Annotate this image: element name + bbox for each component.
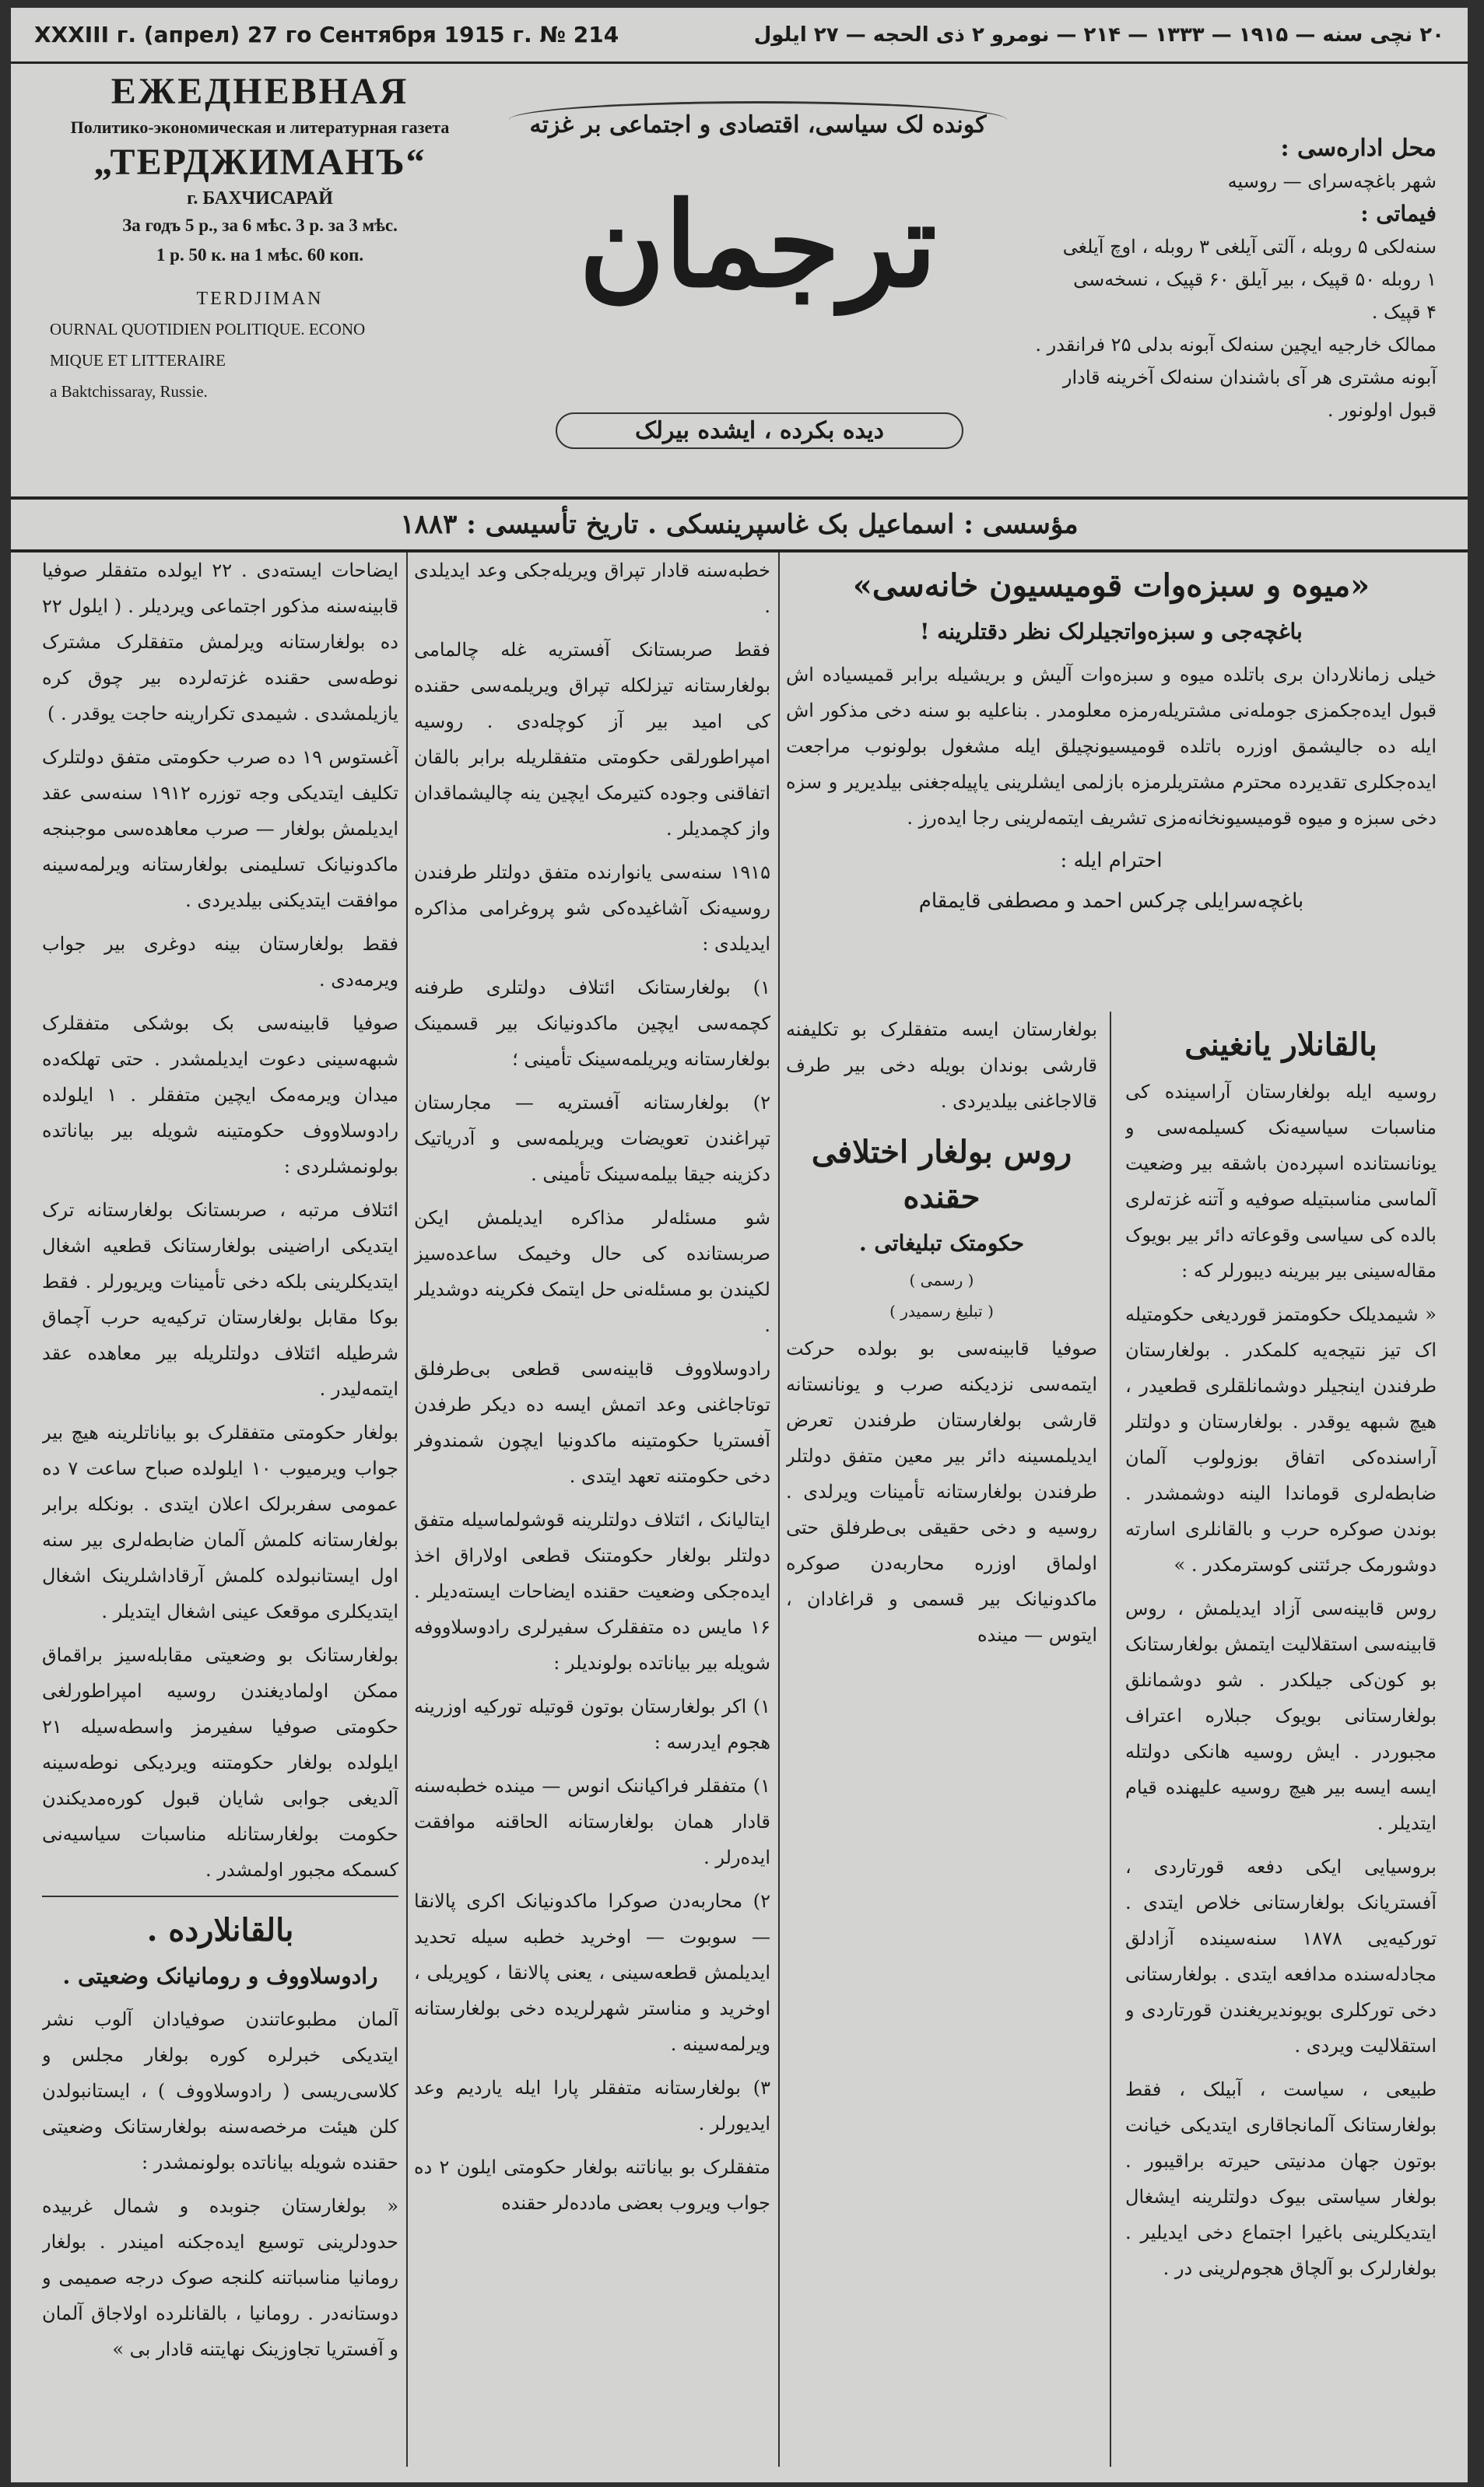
article-paragraph: ۱) متفقلر فراکیاننک انوس — مینده خطبه‌سنه قادار همان بولغارستانه الحاقنه موافقت ایده‌رلر . [414, 1775, 770, 1868]
article-paragraph: ۱) اکر بولغارستان بوتون قوتیله تورکیه اوزرینه هجوم ایدرسه : [414, 1696, 770, 1753]
article-paragraph: بولغارستان ایسه متفقلرک بو تکلیفنه قارشی بوندان بویله دخی بیر طرف قالاجاغنی بیلدیردی . [786, 1019, 1097, 1112]
masthead [11, 70, 1468, 490]
article-paragraph: صوفیا قابینه‌سی بو بولده حرکت ایتمه‌سی نزدیکنه صرب و یونانستانه قارشی بولغارستان طرفندن تعرض ایدیلمسینه دائر بیر معین متفق دولتلر طرفندن بولغارستانه تأمینات ویرلدی . روسیه و دخی حقیقی بی‌طرفلق حتی اولماق اوزره محاربه‌دن صوکره ماکدونیانک بیر قسمی و قراغادان ، ایتوس — مینده [786, 1338, 1097, 1646]
article-paragraph: ائتلاف مرتبه ، صربستانک بولغارستانه ترک ایتدیکی اراضینی بولغارستانک قطعیه اشغال ایتدیکلرینی بلکه دخی تأمینات ویریورلر . فقط بوکا مقابل بولغارستان ترکیه‌یه حرب آچماق شرطیله ائتلاف دولتلریله بیر معاهده عقد ایتمه‌لیدر . [42, 1199, 398, 1400]
official-label: ( رسمی ) [909, 1271, 974, 1289]
ad-sign-2: باغچه‌سرایلی چرکس احمد و مصطفی قایمقام [918, 889, 1304, 913]
price-line-2: ۱ روبله ۵۰ قپیک ، بیر آیلق ۶۰ قپیک ، نسخه‌سی [1073, 268, 1437, 290]
masthead-emblem [509, 86, 1007, 459]
column-right-a [1125, 1012, 1437, 2467]
russian-bulgarian-headline: روس بولغار اختلافی حقنده [811, 1134, 1072, 1215]
article-paragraph: فقط بولغارستان بینه دوغری بیر جواب ویرمه‌دی . [42, 933, 398, 991]
article-paragraph: آلمان مطبوعاتندن صوفیادان آلوب نشر ایتدیکی خبرلره کوره بولغار مجلس و کلاسی‌ریسی ( رادوسلاووف ) ، ایستانبولدن کلن هیئت مرخصه‌سنه بولغارستانک وضعیتی حقنده شویله بیاناتده بولونمشدر : [42, 2008, 398, 2173]
french-subtitle-3: a Baktchissaray, Russie. [50, 382, 208, 401]
russian-paper-name: „ТЕРДЖИМАНЪ“ [93, 142, 426, 183]
advertisement-block [786, 552, 1437, 996]
article-paragraph: « بولغارستان جنوبده و شمال غربیده حدودلرینی توسیع ایده‌جکنه امیندر . بولغار رومانیا مناسباتنه کلنجه صوک درجه صمیمی و دوستانه‌در . رومانیا ، بالقانلرده اولاجاق آلمان و آفستریا تجاوزینک نهایتنه قادار بی » [42, 2195, 398, 2360]
article-paragraph: ۱) بولغارستانک ائتلاف دولتلری طرفنه کچمه‌سی ایچین ماکدونیانک بیر قسمینک بولغارستانه ویریلمه‌سینک تأمینی ؛ [414, 977, 770, 1070]
article-paragraph: « شیمدیلک حکومتمز قوردیغی حکومتیله اک تیز نتیجه‌یه کلمکدر . بولغارستان طرفندن اینجیلر دوشمانلقلری قطعیدر ، هیچ شبهه یوقدر . بولغارستان و دولتلر آراسنده‌کی اتفاق بوزولوب آلمان ضابطه‌لری قوماندا الینه دوشمشدر . بوندن صوکره حرب و بالقانلری اسارته دوشورمک جرئتنی کوسترمکدر . » [1125, 1303, 1437, 1576]
ad-headline: «میوه و سبزه‌وات قومیسیون خانه‌سی» [852, 567, 1370, 604]
article-paragraph: صوفیا قابینه‌سی بک بوشکی متفقلرک شبهه‌سینی دعوت ایدیلمشدر . حتی تهلکه‌ده میدان ویرمه‌مک ایچین متفقلر . ۱ ایلولده رادوسلاووف حکومتینه شویله بیر بیاناتده بولونمشلردی : [42, 1012, 398, 1177]
founder-line: مؤسسی : اسماعیل بک غاسپرینسکی . تاریخ تأسیسی : ۱۸۸۳ [11, 496, 1468, 552]
article-paragraph: روس قابینه‌سی آزاد ایدیلمش ، روس قابینه‌سی استقلالیت ایتمش بولغارستانک بو کون‌کی جیلکدر . شو دوشمانلق بولغارستانی بویوک جبلاره اعتراف مجبوردر . ایش روسیه هانکی دولتله ایسه ایسه بیر هیچ روسیه علیهنده قیام ایتدیلر . [1125, 1598, 1437, 1834]
balkans-fire-headline: بالقانلار یانغینی [1184, 1026, 1377, 1063]
office-label: محل اداره‌سی : [1280, 135, 1437, 162]
emblem-arc-text: کونده لک سیاسی، اقتصادی و اجتماعی بر غزته [509, 101, 1007, 139]
article-paragraph: ایضاحات ایسته‌دی . ۲۲ ایولده متفقلر صوفیا قابینه‌سنه مذکور اجتماعی ویردیلر . ( ایلول ۲۲ ده بولغارستانه ویرلمش متفقلرک مشترک نوطه‌سی حقنده غزته‌لرده بیر چوق کره یازیلمشدی . شیمدی تکرارینه حاجت یوقدر . ) [42, 559, 398, 724]
article-paragraph: ۳) بولغارستانه متفقلر پارا ایله یاردیم وعد ایدیورلر . [414, 2077, 770, 2134]
emblem-title: ترجمان [579, 177, 937, 314]
russian-price-line-1: За годъ 5 р., за 6 мѣс. 3 р. за 3 мѣс. [122, 216, 398, 235]
column-divider [1110, 1012, 1111, 2467]
price-line-6: قبول اولونور . [1327, 399, 1437, 421]
column-divider [778, 552, 780, 2467]
ottoman-info-block [1032, 132, 1437, 426]
article-paragraph: بولغار حکومتی متفقلرک بو بیاناتلرینه هیچ بیر جواب ویرمیوب ۱۰ ایلولده صباح ساعت ۷ ده عمومی سفربرلک اعلان ایتدی . بونکله برابر بولغارستانه کلمش آلمان ضابطه‌لری بیر سنه اول ایستانبولده کلمش آرقاداشلرینک اشغال ایتدیکلری موقعک عینی اشغال ایتدیلر . [42, 1422, 398, 1622]
article-paragraph: فقط صربستانک آفستریه غله چالمامی بولغارستانه تیزلکله تپراق ویریلمه‌سی حقنده کی امید بیر آز کوچله‌دی . روسیه امپراطورلقی حکومتی متفقلریله برابر بالقان اتفاقنی وجوده کتیرمک ایچین ینه چالیشماقدان واز کچمدیلر . [414, 639, 770, 840]
article-paragraph: طبیعی ، سیاست ، آبیلک ، فقط بولغارستانک آلمانجاقاری ایتدیکی خیانت بوتون جهان مدنیتی حیرته براقیبور . بولغار سیاستی بیوک دولتلرینه ایشغال ایتدیکلرینی باغیرا اجتماع دخی ایدیلیر . بولغارلرک بو آلچاق هجوم‌لرینی در . [1125, 2078, 1437, 2279]
dateline-ottoman: ۲۰ نچی سنه — ۱۹۱۵ — ۱۳۳۳ — ۲۱۴ — نومرو ۲ ذی الحجه — ۲۷ ایلول [753, 23, 1444, 47]
newspaper-page [11, 8, 1468, 2482]
ad-subhead: باغچه‌جی و سبزه‌واتجیلرلک نظر دقتلرینه ! [920, 619, 1303, 644]
french-paper-name: TERDJIMAN [196, 289, 324, 309]
price-line-5: آبونه مشتری هر آی باشندان سنه‌لک آخرینه قادار [1062, 367, 1437, 388]
price-line-3: ۴ قپیک . [1371, 301, 1437, 323]
ad-text: خیلی زمانلاردان بری باتلده میوه و سبزه‌وات آلیش و بریشیله برابر قمیسیاده اش قبول ایده‌جکمزی جومله‌نی مشتریله‌رمزه معلومدر . بناعلیه بو سنه دخی مذکور اش ایله ده جالیشمق اوزره باتلده قومیسیونچیلق ایله مشغول بولونوب مراجعت ایده‌جکلری تقدیرده محترم مشتریلرمزه بازلمی ایشلرینی یاپیله‌جغنی بیلدیریر و سزه دخی سبزه و میوه قومیسیونخانه‌مزی تشریف ایتمه‌لرینی رجا ایده‌رز . [786, 664, 1437, 829]
russian-price-line-2: 1 р. 50 к. на 1 мѣс. 60 коп. [156, 245, 364, 265]
article-paragraph: ۱۹۱۵ سنه‌سی یانوارنده متفق دولتلر طرفندن روسیه‌نک آشاغیده‌کی شو پروغرامی مذاکره ایدیلدی : [414, 861, 770, 955]
price-line-4: ممالک خارجیه ایچین سنه‌لک آبونه بدلی ۲۵ فرانقدر . [1035, 334, 1437, 356]
article-paragraph: ایتالیانک ، ائتلاف دولتلرینه قوشولماسیله متفق دولتلر بولغار حکومتنک قطعی اولاراق اخذ ایده‌جکی وضعیت حقنده ایضاحات ایسته‌دیلر . ۱۶ مایس ده متفقلرک سفیرلری رادوسلاووفه شویله بیر بیاناتده بولوندیلر : [414, 1509, 770, 1674]
price-label: فیماتی : [1360, 201, 1437, 226]
article-paragraph: متفقلرک بو بیاناتنه بولغار حکومتی ایلون ۲ ده جواب ویروب بعضی مادده‌لر حقنده [414, 2156, 770, 2214]
radoslavov-subhead: رادوسلاووف و رومانیانک وضعیتی . [62, 1963, 378, 1989]
article-paragraph: بروسیایی ایکی دفعه قورتاردی ، آفستریانک بولغارستانی خلاص ایتدی . تورکیه‌یی ۱۸۷۸ سنه‌سینده آزادلق مجادله‌سنده مدافعه ایتدی . بولغارستانی دخی تورکلری بویوندیریغندن قورتاردی و استقلالیت ویردی . [1125, 1856, 1437, 2057]
office-value: شهر باغچه‌سرای — روسیه [1227, 170, 1437, 192]
article-paragraph: شو مسئله‌لر مذاکره ایدیلمش ایکن صربستانده کی حال وخیمک ساعده‌سیز لکیندن بو مسئله‌نی حل ایتمک فکرینه دوشدیلر . [414, 1207, 770, 1336]
section-divider [42, 1896, 398, 1897]
in-balkans-headline: بالقانلاردە . [146, 1912, 294, 1949]
dateline [11, 8, 1468, 64]
government-notice-subhead: حکومتک تبلیغاتی . [858, 1230, 1025, 1256]
russian-subtitle: Политико-экономическая и литературная газета [70, 118, 450, 137]
article-paragraph: ۲) محاربه‌دن صوکرا ماکدونیانک اکری پالانقا — سوبوت — اوخرید خطبه سیله تحدید ایدیلمش قطعه‌سینی ، یعنی پالانقا ، کوپریلی ، اوخرید و مناستر شهرلریده دخی بولغارستانه ویرلمه‌سینه . [414, 1890, 770, 2055]
russian-title: ЕЖЕДНЕВНАЯ [111, 71, 409, 112]
article-paragraph: رادوسلاووف قابینه‌سی قطعی بی‌طرفلق توتاجاغنی وعد اتمش ایسه ده دیکر طرفدن آفستریا حکومتینه ماکدونیا ایچون شمندوفر دخی حکومتنه تعهد ایتدی . [414, 1358, 770, 1487]
column-middle [414, 552, 770, 2467]
column-divider [406, 552, 408, 2467]
column-right-b [786, 1012, 1097, 2467]
emblem-motto: دیده بکرده ، ایشده بیرلک [556, 412, 963, 449]
newspaper-body [42, 552, 1437, 2467]
russian-city: г. БАХЧИСАРАЙ [187, 188, 333, 209]
ad-sign-1: احترام ایله : [1060, 849, 1163, 872]
article-paragraph: خطبه‌سنه قادار تپراق ویریله‌جکی وعد ایدیلدی . [414, 559, 770, 617]
russian-masthead [42, 70, 478, 403]
french-subtitle-1: OURNAL QUOTIDIEN POLITIQUE. ECONO [50, 320, 366, 338]
column-left [42, 552, 398, 2467]
official-note: ( تبلیغ رسمیدر ) [889, 1302, 994, 1321]
price-line-1: سنه‌لکی ۵ روبله ، آلتی آیلغی ۳ روبله ، اوچ آیلغی [1062, 236, 1437, 258]
article-paragraph: بولغارستانک بو وضعیتی مقابله‌سیز براقماق ممکن اولمادیغندن روسیه امپراطورلغی حکومتی صوفیا سفیرمز واسطه‌سیله ۲۱ ایلولده بولغار حکومتنه ویردیکی نوطه‌سینه آلدیغی جوابی شایان قبول کوره‌مدیکندن حکومت بولغارستانله مناسبات سیاسیه‌نی کسمکه مجبور اولمشدر . [42, 1644, 398, 1881]
article-paragraph: آغستوس ۱۹ ده صرب حکومتی متفق دولتلرک تکلیف ایتدیکی وجه توزره ۱۹۱۲ سنه‌سی عقد ایدیلمش بولغار — صرب معاهده‌سی موجبنجه ماکدونیانک تسلیمنی بولغارستانه ویرلمه‌سینه موافقت ایتدیکنی بیلدیردی . [42, 746, 398, 911]
dateline-russian: XXXIII г. (апрел) 27 го Сентября 1915 г. № 214 [34, 22, 619, 47]
french-subtitle-2: MIQUE ET LITTERAIRE [50, 351, 226, 370]
column-right [786, 552, 1437, 2467]
article-paragraph: روسیه ایله بولغارستان آراسینده کی مناسبات سیاسیه‌نک کسیلمه‌سی و یونانستانده اسپرده‌ن باشقه بیر وضعیت آلماسی مناسبتیله صوفیه و آتنه غزته‌لری بالده کی سیاسی وقوعاته دائر بیر بویوک مقاله‌سینی بیر بیرینه دیبورلر که : [1125, 1081, 1437, 1282]
article-paragraph: ۲) بولغارستانه آفستریه — مجارستان تپراغندن تعویضات ویریلمه‌سی و آدریاتیک دکزینه جیقا بیلمه‌سینک تأمینی . [414, 1092, 770, 1185]
